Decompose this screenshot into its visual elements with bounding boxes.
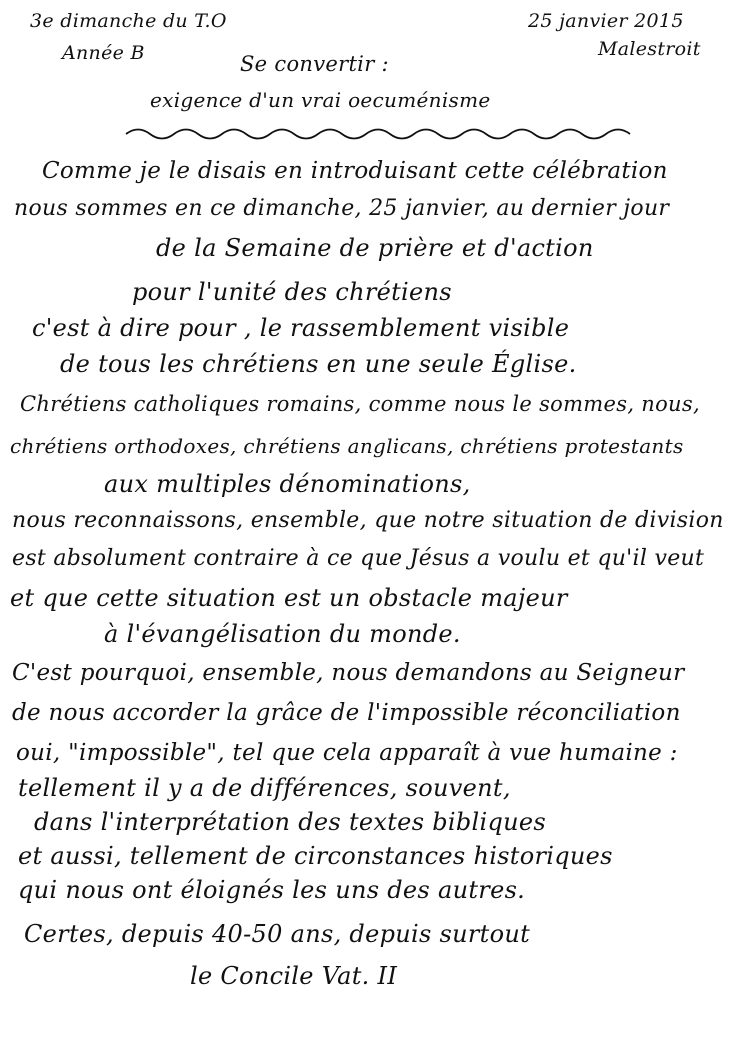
body-line: nous sommes en ce dimanche, 25 janvier, au dernier jour (14, 196, 670, 221)
body-line: de nous accorder la grâce de l'impossible réconciliation (12, 700, 681, 726)
body-line: chrétiens orthodoxes, chrétiens anglicans, chrétiens protestants (10, 434, 684, 458)
body-line: Chrétiens catholiques romains, comme nous le sommes, nous, (20, 392, 700, 416)
body-line: c'est à dire pour , le rassemblement visible (32, 314, 570, 342)
body-line: Certes, depuis 40-50 ans, depuis surtout (24, 920, 531, 948)
body-line: C'est pourquoi, ensemble, nous demandons au Seigneur (12, 660, 685, 686)
body-line: tellement il y a de différences, souvent, (18, 774, 511, 802)
body-line: à l'évangélisation du monde. (104, 620, 461, 648)
body-line: oui, "impossible", tel que cela apparaît à vue humaine : (16, 740, 678, 766)
body-line: Comme je le disais en introduisant cette célébration (42, 158, 668, 184)
wavy-underline (122, 122, 642, 144)
header-liturgical-year: Année B (62, 42, 145, 64)
body-line: et aussi, tellement de circonstances historiques (18, 842, 613, 870)
body-line: de la Semaine de prière et d'action (156, 234, 594, 262)
body-line: dans l'interprétation des textes bibliques (34, 808, 547, 836)
body-line: est absolument contraire à ce que Jésus a voulu et qu'il veut (12, 546, 705, 571)
header-place: Malestroit (598, 38, 701, 60)
body-line: nous reconnaissons, ensemble, que notre situation de division (12, 508, 724, 533)
header-liturgical-sunday: 3e dimanche du T.O (30, 10, 227, 32)
body-line: le Concile Vat. II (190, 962, 398, 990)
body-line: pour l'unité des chrétiens (132, 278, 452, 306)
body-line: de tous les chrétiens en une seule Église. (60, 350, 577, 378)
body-line: et que cette situation est un obstacle majeur (10, 584, 568, 612)
header-date: 25 janvier 2015 (528, 10, 684, 32)
body-line: qui nous ont éloignés les uns des autres. (18, 876, 526, 904)
sermon-subtitle: exigence d'un vrai oecuménisme (150, 88, 491, 112)
body-line: aux multiples dénominations, (104, 470, 471, 498)
sermon-title: Se convertir : (240, 52, 389, 76)
